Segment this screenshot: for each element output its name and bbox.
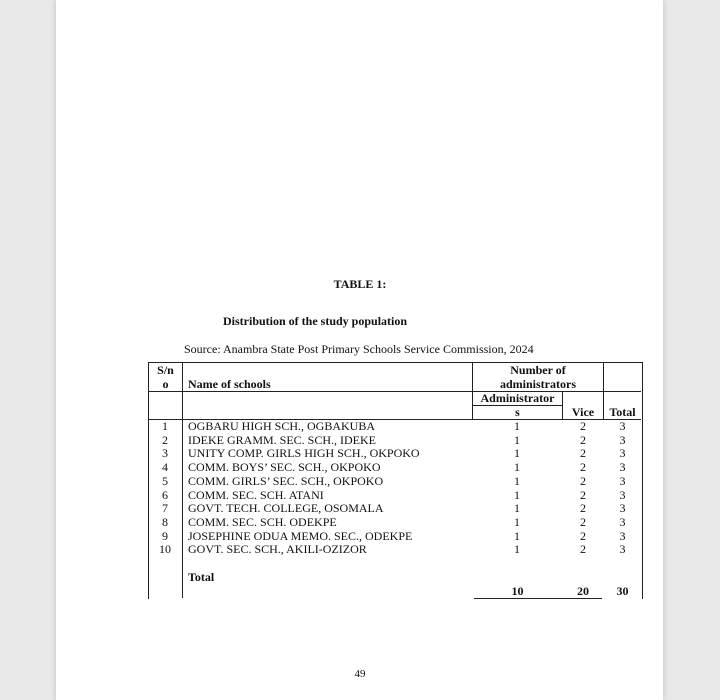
row-sn: 1	[162, 419, 168, 433]
totals-total: 30	[616, 584, 629, 598]
row-vice: 2	[580, 473, 586, 488]
table-row	[148, 502, 641, 516]
row-school-name: OGBARU HIGH SCH., OGBAKUBA	[188, 419, 376, 433]
row-administrators: 1	[514, 514, 520, 529]
row-school-name: GOVT. SEC. SCH., AKILI-OZIZOR	[188, 542, 367, 557]
row-total: 3	[619, 460, 626, 475]
row-sn: 3	[162, 446, 168, 461]
row-vice: 2	[580, 501, 586, 516]
row-sn: 8	[162, 514, 168, 529]
totals-administrators: 10	[511, 584, 524, 598]
row-total: 3	[619, 487, 626, 502]
row-administrators: 1	[514, 446, 520, 461]
row-school-name: COMM. SEC. SCH. ATANI	[188, 487, 324, 502]
row-vice: 2	[580, 542, 586, 557]
header-group-line1: Number of	[510, 363, 566, 377]
row-school-name: COMM. BOYS’ SEC. SCH., OKPOKO	[188, 460, 381, 475]
row-sn: 7	[162, 501, 168, 516]
row-sn: 4	[162, 460, 168, 475]
row-vice: 2	[580, 460, 586, 475]
header-sn-line1: S/n	[157, 363, 174, 377]
row-administrators: 1	[514, 501, 520, 516]
table-row	[148, 475, 641, 489]
row-administrators: 1	[514, 432, 520, 447]
row-total: 3	[619, 432, 626, 447]
table-row	[148, 461, 641, 475]
row-administrators: 1	[514, 473, 520, 488]
row-administrators: 1	[514, 528, 520, 543]
row-sn: 5	[162, 473, 168, 488]
header-administrators-line2: s	[515, 405, 520, 419]
table-row	[148, 516, 641, 530]
table-source: Source: Anambra State Post Primary Schools Service Commission, 2024	[184, 342, 534, 356]
row-vice: 2	[580, 419, 586, 433]
table-title: TABLE 1:	[333, 277, 387, 291]
row-total: 3	[619, 501, 626, 516]
totals-vice: 20	[577, 584, 589, 598]
row-school-name: GOVT. TECH. COLLEGE, OSOMALA	[188, 501, 384, 516]
totals-underline	[474, 598, 602, 599]
row-vice: 2	[580, 514, 586, 529]
row-total: 3	[619, 419, 626, 433]
table-row	[148, 420, 641, 434]
page-number: 49	[354, 668, 366, 680]
table-row	[148, 447, 641, 461]
totals-label: Total	[188, 570, 215, 584]
row-administrators: 1	[514, 487, 520, 502]
table-row	[148, 530, 641, 544]
row-school-name: IDEKE GRAMM. SEC. SCH., IDEKE	[188, 432, 377, 447]
row-sn: 10	[159, 542, 171, 557]
row-total: 3	[619, 542, 626, 557]
row-administrators: 1	[514, 419, 520, 433]
row-school-name: JOSEPHINE ODUA MEMO. SEC., ODEKPE	[188, 528, 413, 543]
row-vice: 2	[580, 446, 586, 461]
table-row	[148, 489, 641, 503]
row-total: 3	[619, 514, 626, 529]
header-group-line2: administrators	[500, 377, 576, 391]
row-administrators: 1	[514, 542, 520, 557]
row-vice: 2	[580, 528, 586, 543]
table-row	[148, 434, 641, 448]
row-total: 3	[619, 528, 626, 543]
table-row	[148, 543, 641, 557]
header-school-name: Name of schools	[188, 377, 271, 391]
header-administrators-line1: Administrator	[480, 391, 555, 405]
row-school-name: COMM. SEC. SCH. ODEKPE	[188, 514, 337, 529]
row-vice: 2	[580, 487, 586, 502]
table-subtitle: Distribution of the study population	[223, 314, 408, 328]
row-school-name: UNITY COMP. GIRLS HIGH SCH., OKPOKO	[188, 446, 420, 461]
header-sn-line2: o	[162, 377, 169, 391]
row-administrators: 1	[514, 460, 520, 475]
row-total: 3	[619, 473, 626, 488]
header-total: Total	[609, 405, 636, 419]
row-vice: 2	[580, 432, 586, 447]
row-sn: 6	[162, 487, 168, 502]
row-sn: 2	[162, 432, 168, 447]
row-total: 3	[619, 446, 626, 461]
row-school-name: COMM. GIRLS’ SEC. SCH., OKPOKO	[188, 473, 384, 488]
header-vice: Vice	[571, 405, 595, 419]
row-sn: 9	[162, 528, 168, 543]
